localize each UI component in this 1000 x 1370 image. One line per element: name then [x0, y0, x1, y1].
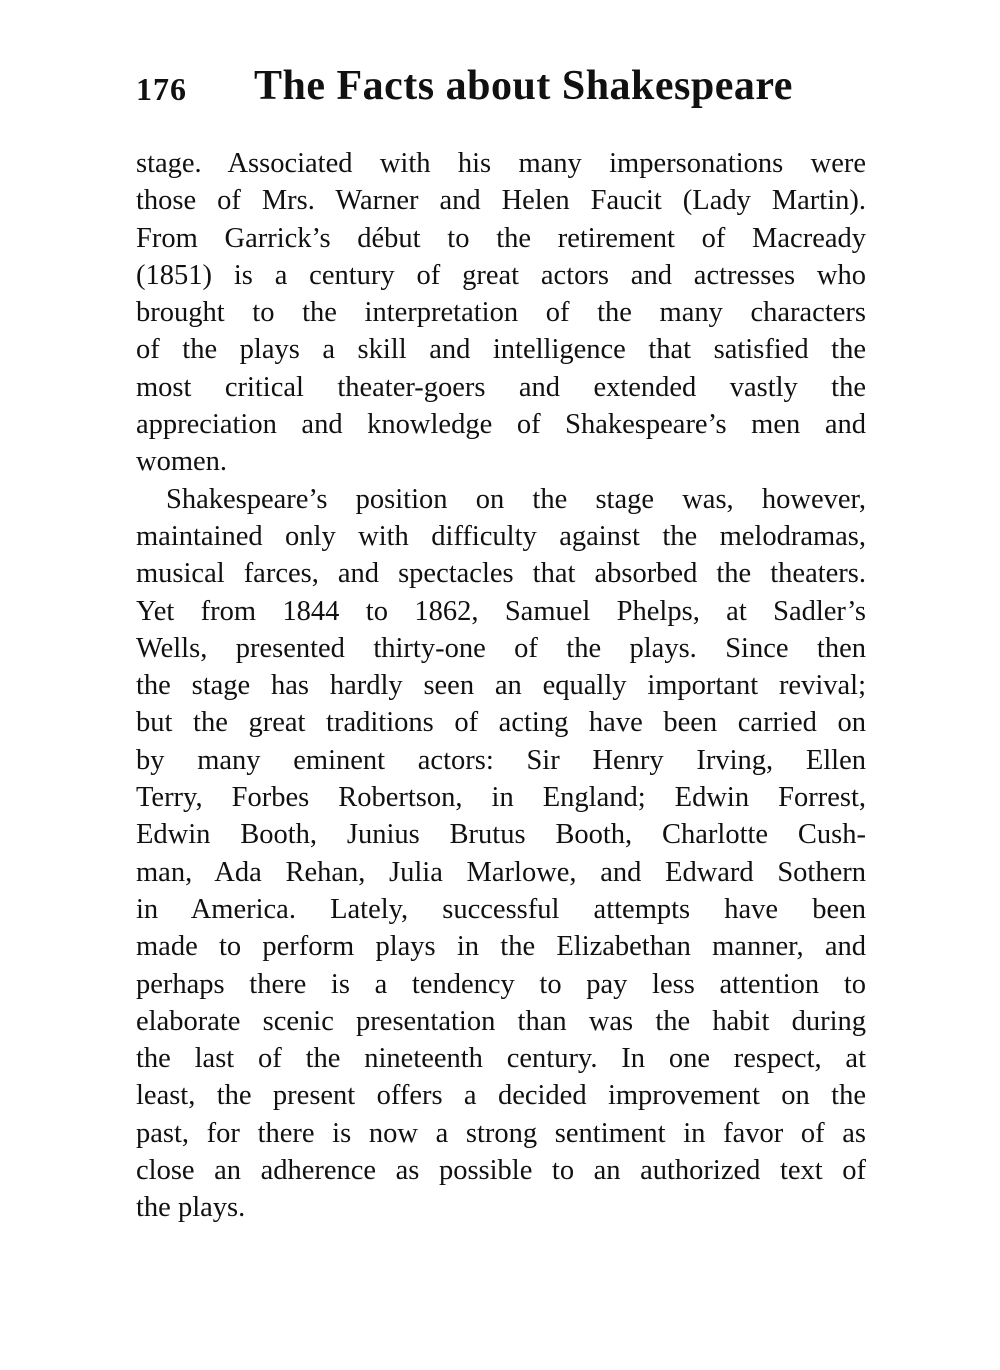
text-line: by many eminent actors: Sir Henry Irving, Ellen [136, 744, 866, 776]
text-line: Edwin Booth, Junius Brutus Booth, Charlotte Cush- [136, 819, 866, 851]
text-line: stage. Associated with his many impersonations were [136, 148, 866, 179]
text-line: musical farces, and spectacles that absorbed the theaters. [136, 558, 866, 590]
text-line: the plays. [136, 1192, 246, 1224]
text-line: most critical theater-goers and extended vastly the [136, 371, 866, 403]
text-line: From Garrick’s début to the retirement of Macready [136, 222, 866, 254]
text-line: elaborate scenic presentation than was the habit during [136, 1005, 866, 1037]
text-line: Terry, Forbes Robertson, in England; Edwin Forrest, [136, 782, 866, 814]
text-line: Shakespeare’s position on the stage was, however, [166, 483, 866, 515]
text-line: those of Mrs. Warner and Helen Faucit (Lady Martin). [136, 185, 866, 217]
page-header [136, 62, 866, 110]
text-line: women. [136, 446, 228, 478]
text-line: Yet from 1844 to 1862, Samuel Phelps, at Sadler’s [136, 595, 866, 627]
paragraph-2 [136, 481, 866, 1227]
text-line: close an adherence as possible to an authorized text of [136, 1155, 866, 1187]
text-line: Wells, presented thirty-one of the plays. Since then [136, 632, 866, 664]
text-line: brought to the interpretation of the many characters [136, 297, 866, 329]
text-line: in America. Lately, successful attempts have been [136, 893, 866, 925]
text-line: the last of the nineteenth century. In one respect, at [136, 1043, 866, 1075]
text-line: but the great traditions of acting have been carried on [136, 707, 866, 739]
text-line: (1851) is a century of great actors and actresses who [136, 259, 866, 291]
running-title: The Facts about Shakespeare [254, 63, 793, 109]
text-line: maintained only with difficulty against the melodramas, [136, 520, 866, 552]
paragraph-1 [136, 145, 866, 481]
text-line: made to perform plays in the Elizabethan manner, and [136, 931, 866, 963]
text-line: perhaps there is a tendency to pay less attention to [136, 968, 866, 1000]
text-line: appreciation and knowledge of Shakespeare’s men and [136, 409, 866, 441]
text-line: past, for there is now a strong sentiment in favor of as [136, 1117, 866, 1149]
text-line: the stage has hardly seen an equally important revival; [136, 670, 866, 702]
text-line: man, Ada Rehan, Julia Marlowe, and Edward Sothern [136, 856, 866, 888]
text-line: least, the present offers a decided improvement on the [136, 1080, 866, 1112]
text-line: of the plays a skill and intelligence that satisfied the [136, 334, 866, 366]
page-number: 176 [136, 71, 187, 107]
body-text [136, 145, 866, 1227]
